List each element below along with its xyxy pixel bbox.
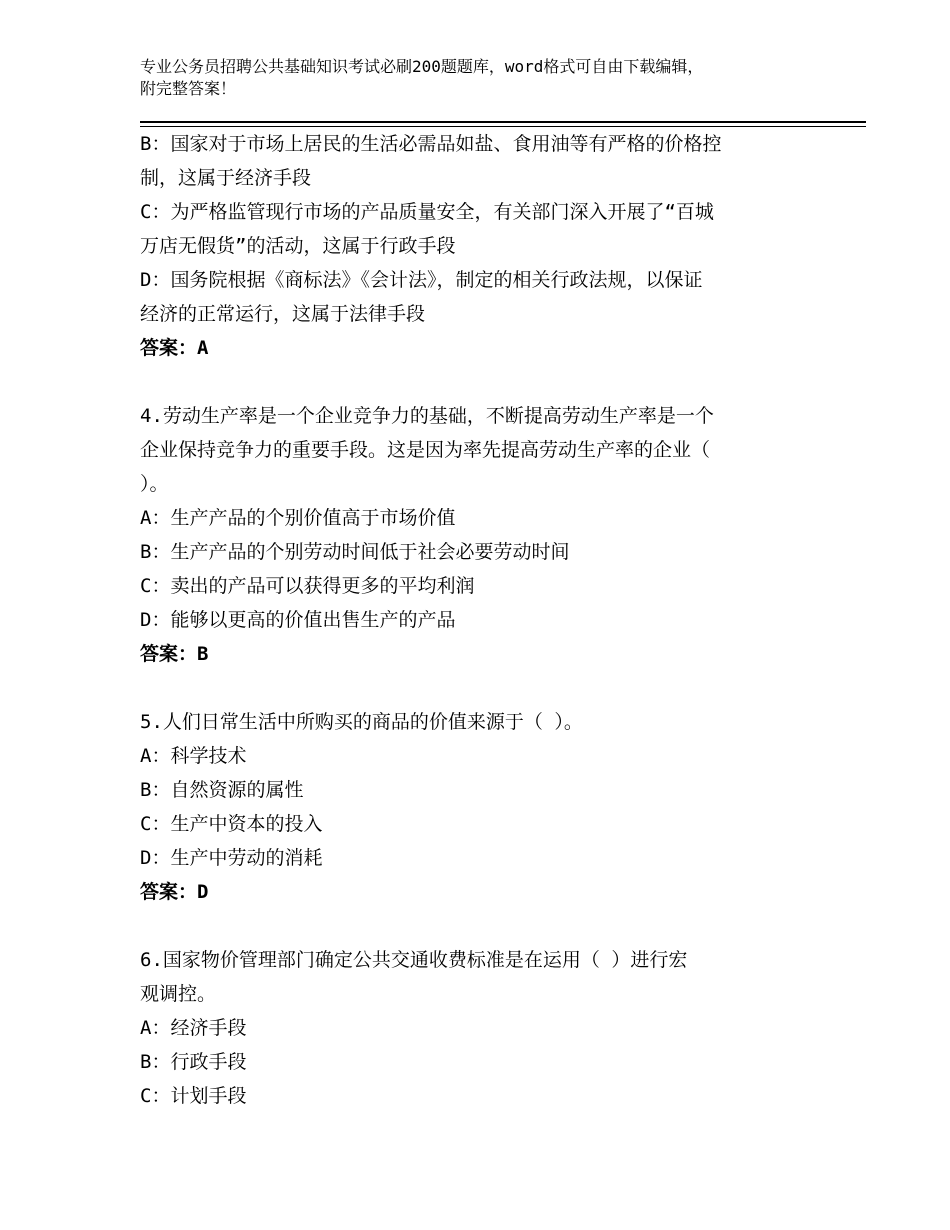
q3-answer: 答案：A: [140, 337, 209, 359]
spacer: [140, 365, 820, 399]
q5-option-b: B：自然资源的属性: [140, 779, 304, 801]
q4-option-c: C：卖出的产品可以获得更多的平均利润: [140, 575, 475, 597]
q3-option-b-line-2: 制，这属于经济手段: [140, 167, 312, 189]
header-rule-thick: [140, 121, 866, 123]
q6-option-b: B：行政手段: [140, 1051, 247, 1073]
q6-option-a: A：经济手段: [140, 1017, 247, 1039]
header-title-line-1: 专业公务员招聘公共基础知识考试必刷200题题库，word格式可自由下载编辑，: [140, 57, 704, 76]
q4-stem-line-3: ）。: [140, 473, 169, 495]
q5-option-c: C：生产中资本的投入: [140, 813, 323, 835]
q4-answer: 答案：B: [140, 643, 209, 665]
q4-option-b: B：生产产品的个别劳动时间低于社会必要劳动时间: [140, 541, 570, 563]
q3-option-d-line-1: D：国务院根据《商标法》《会计法》，制定的相关行政法规，以保证: [140, 269, 703, 291]
q4-stem-line-1: 4.劳动生产率是一个企业竞争力的基础，不断提高劳动生产率是一个: [140, 405, 714, 427]
question-6: [140, 943, 820, 1113]
q6-stem-line-1: 6.国家物价管理部门确定公共交通收费标准是在运用（ ）进行宏: [140, 949, 688, 971]
q3-option-b-line-1: B：国家对于市场上居民的生活必需品如盐、食用油等有严格的价格控: [140, 133, 722, 155]
spacer: [140, 909, 820, 943]
question-3-continued: [140, 127, 820, 365]
q5-stem: 5.人们日常生活中所购买的商品的价值来源于（ ）。: [140, 711, 583, 733]
question-5: [140, 705, 820, 909]
q4-stem-line-2: 企业保持竞争力的重要手段。这是因为率先提高劳动生产率的企业（: [140, 439, 711, 461]
q5-answer: 答案：D: [140, 881, 209, 903]
header-title-line-2: 附完整答案！: [140, 79, 237, 98]
page-header: [140, 56, 840, 100]
q5-option-a: A：科学技术: [140, 745, 247, 767]
q3-option-c-line-2: 万店无假货”的活动，这属于行政手段: [140, 235, 456, 257]
q4-option-a: A：生产产品的个别价值高于市场价值: [140, 507, 456, 529]
q6-option-c: C：计划手段: [140, 1085, 247, 1107]
q6-stem-line-2: 观调控。: [140, 983, 217, 1005]
q3-option-c-line-1: C：为严格监管现行市场的产品质量安全，有关部门深入开展了“百城: [140, 201, 714, 223]
document-body: [140, 127, 820, 1113]
spacer: [140, 671, 820, 705]
q4-option-d: D：能够以更高的价值出售生产的产品: [140, 609, 456, 631]
q5-option-d: D：生产中劳动的消耗: [140, 847, 323, 869]
q3-option-d-line-2: 经济的正常运行，这属于法律手段: [140, 303, 426, 325]
question-4: [140, 399, 820, 671]
